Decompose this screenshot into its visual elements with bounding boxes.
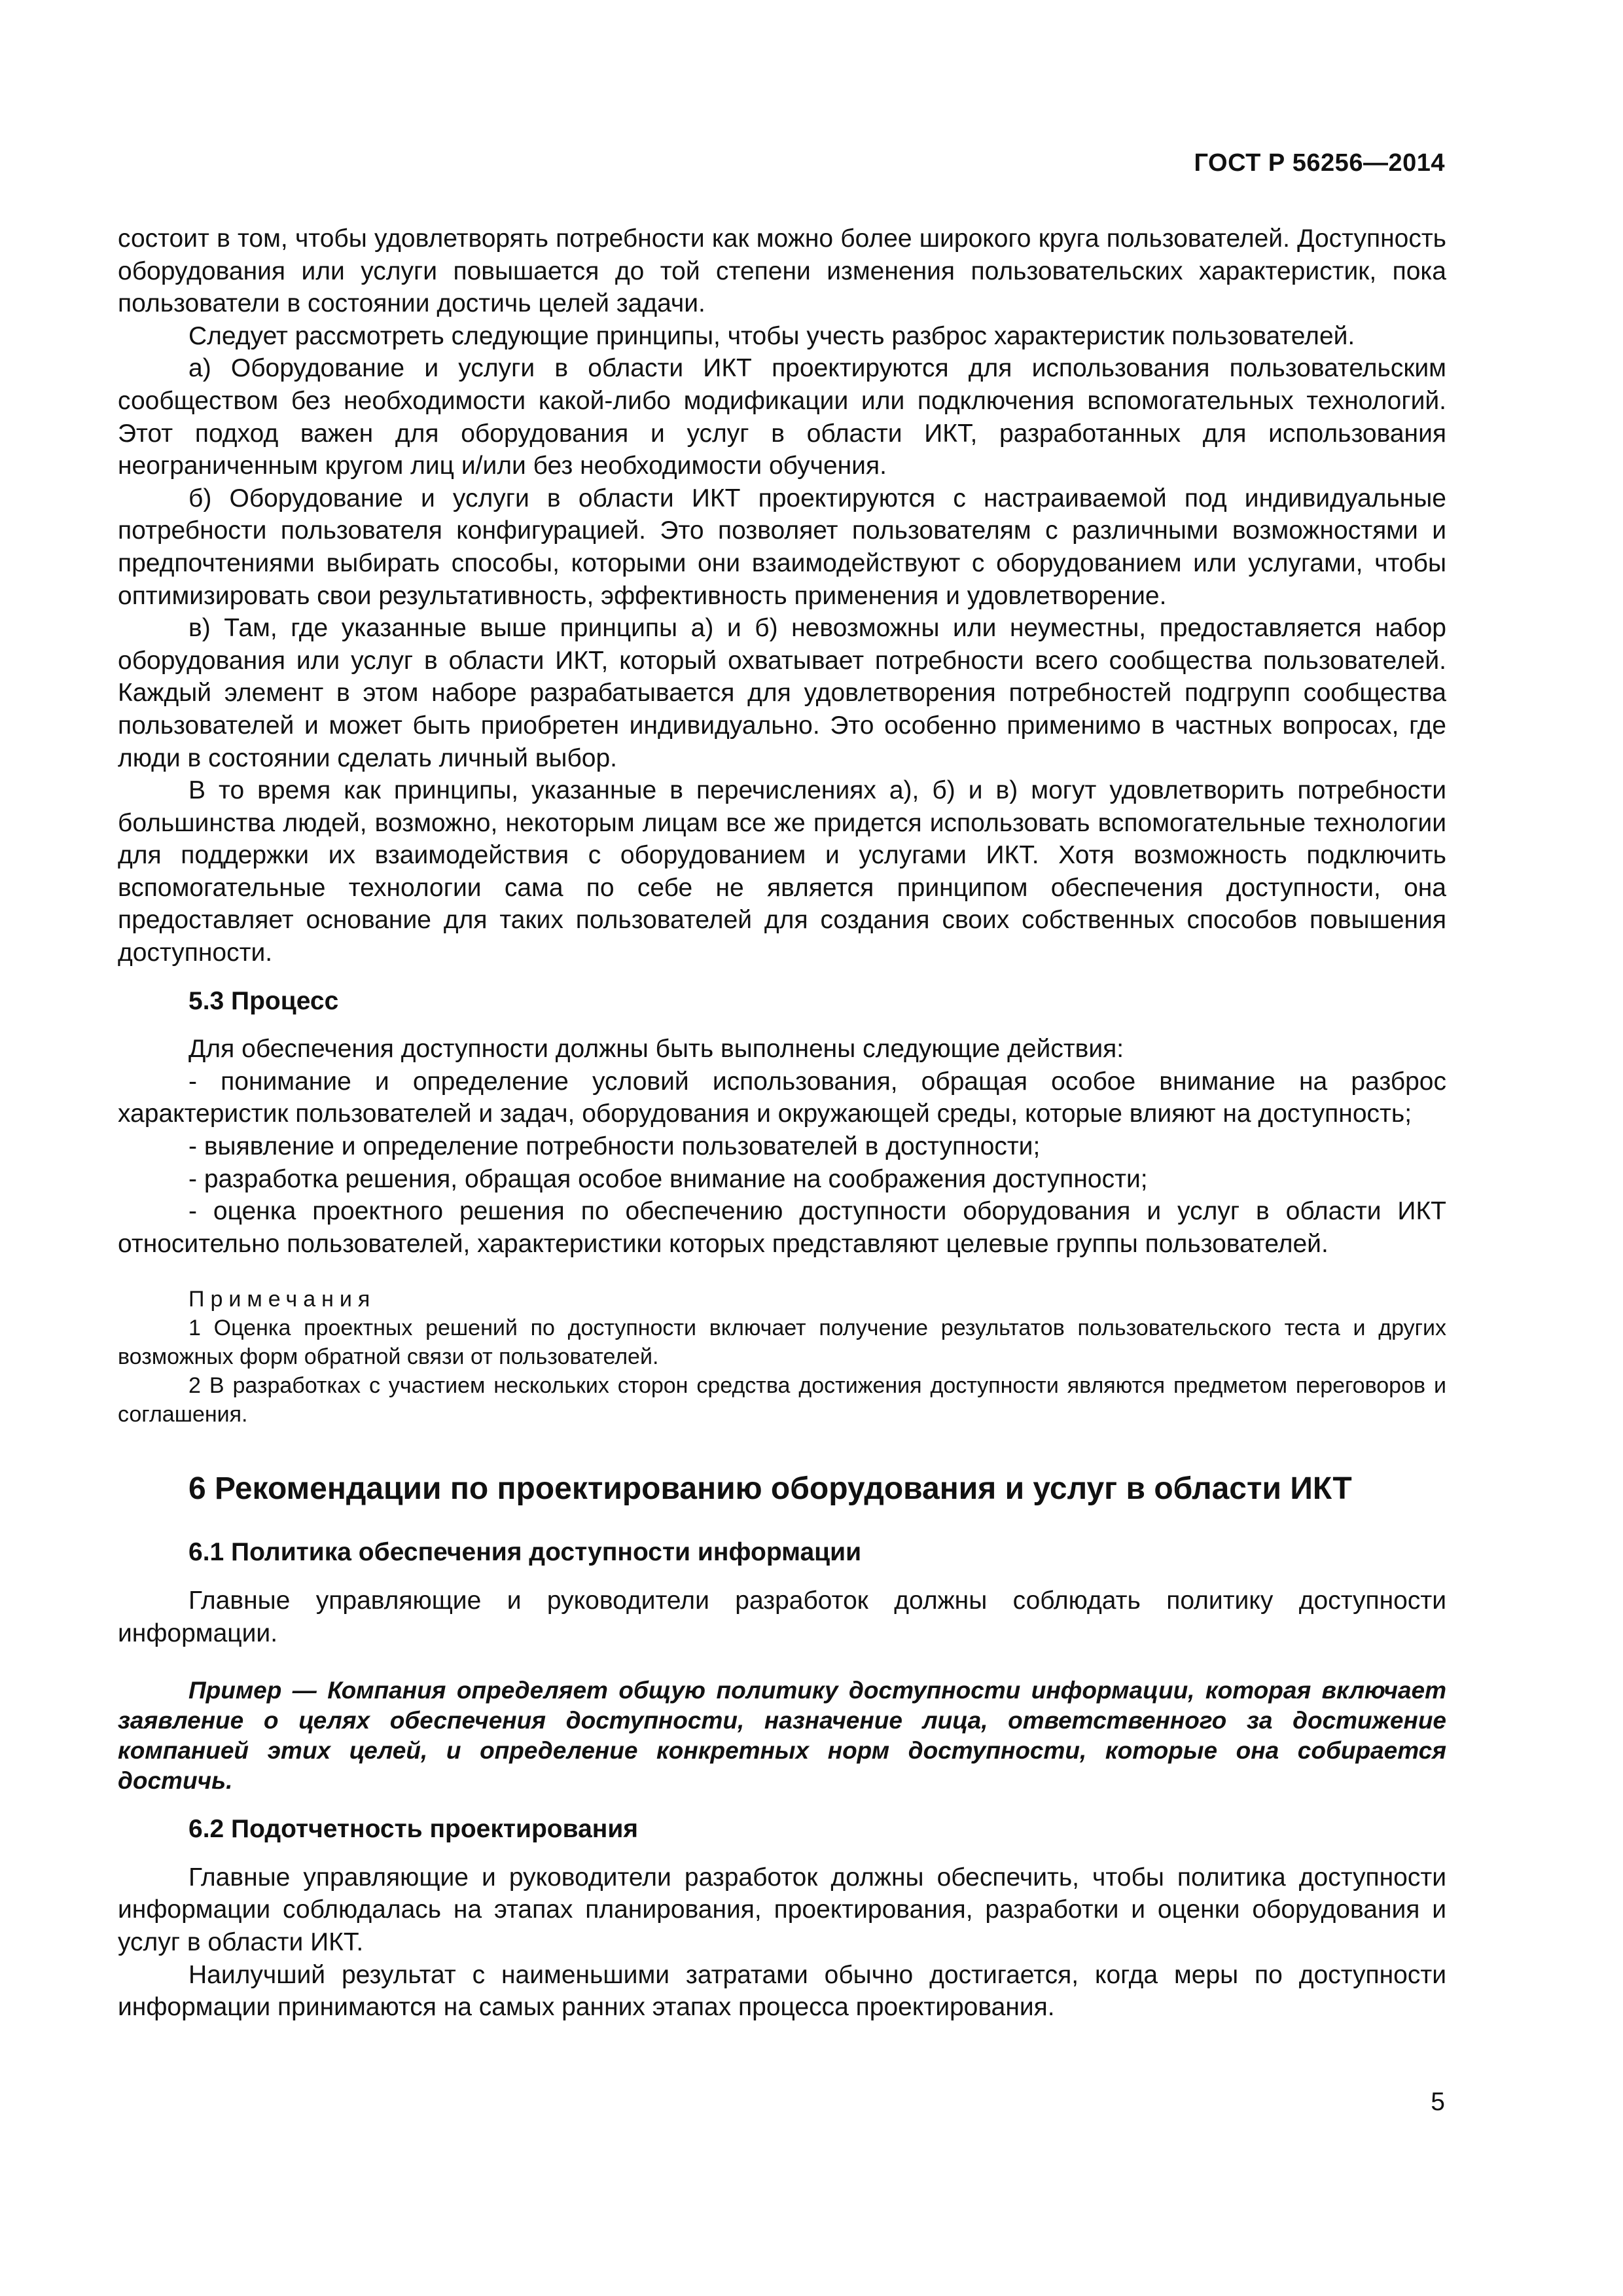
principle-a: а) Оборудование и услуги в области ИКТ проектируются для использования пользовательским сообществом без необходимости какой-либо модификации или подключения вспомогательных технологий. Этот подход важен для оборудования и услуг в области ИКТ, разработанных для использования неограниченным кругом лиц и/или без необходимости обучения. [118, 354, 1446, 480]
section-6-2-paragraph-2: Наилучший результат с наименьшими затратами обычно достигается, когда меры по доступности информации принимаются на самых ранних этапах процесса проектирования. [118, 1960, 1446, 2022]
section-6-2-title: 6.2 Подотчетность проектирования [188, 1815, 639, 1844]
notes-title: Примечания [188, 1287, 376, 1312]
paragraph-assistive-tech: В то время как принципы, указанные в перечислениях а), б) и в) могут удовлетворить потребности большинства людей, возможно, некоторым лицам все же придется использовать вспомогательные технологии для поддержки их взаимодействия с оборудованием и услугами ИКТ. Хотя возможность подключить вспомогательные технологии сама по себе не является принципом обеспечения доступности, она предоставляет основание для таких пользователей для создания своих собственных способов повышения доступности. [118, 776, 1446, 967]
list-item: - разработка решения, обращая особое внимание на соображения доступности; [188, 1164, 1148, 1193]
note-item: 2 В разработках с участием нескольких сторон средства достижения доступности являются предметом переговоров и соглашения. [118, 1373, 1446, 1427]
list-item: - оценка проектного решения по обеспечению доступности оборудования и услуг в области ИКТ относительно пользователей, характеристики которых представляют целевые группы пользователей. [118, 1197, 1446, 1258]
section-5-3-title: 5.3 Процесс [188, 986, 339, 1015]
paragraph-principles-lead: Следует рассмотреть следующие принципы, чтобы учесть разброс характеристик пользователей. [188, 321, 1355, 350]
principle-c: в) Там, где указанные выше принципы а) и б) невозможны или неуместны, предоставляется набор оборудования или услуг в области ИКТ, который охватывает потребности всего сообщества пользователей. Каждый элемент в этом наборе разрабатывается для удовлетворения потребностей подгрупп сообщества пользователей и может быть приобретен индивидуально. Это особенно применимо в частных вопросах, где люди в состоянии сделать личный выбор. [118, 614, 1446, 772]
paragraph-continuation: состоит в том, чтобы удовлетворять потребности как можно более широкого круга пользователей. Доступность оборудования или услуги повышается до той степени изменения пользовательских характеристик, пока пользователи в состоянии достичь целей задачи. [118, 224, 1446, 318]
section-6-2-paragraph-1: Главные управляющие и руководители разработок должны обеспечить, чтобы политика доступности информации соблюдалась на этапах планирования, проектирования, разработки и оценки оборудования и услуг в области ИКТ. [118, 1863, 1446, 1956]
list-item: - понимание и определение условий использования, обращая особое внимание на разброс характеристик пользователей и задач, оборудования и окружающей среды, которые влияют на доступность; [118, 1067, 1446, 1128]
page-content [118, 223, 1446, 2024]
standard-header: ГОСТ Р 56256—2014 [1194, 149, 1445, 177]
section-6-1-paragraph: Главные управляющие и руководители разработок должны соблюдать политику доступности информации. [118, 1587, 1446, 1647]
example-text: Пример — Компания определяет общую политику доступности информации, которая включает заявление о целях обеспечения доступности, назначение лица, ответственного за достижение компанией этих целей, и определение конкретных норм доступности, которые она собирается достичь. [118, 1677, 1446, 1795]
section-6-title: 6 Рекомендации по проектированию оборудования и услуг в области ИКТ [188, 1471, 1352, 1507]
principle-b: б) Оборудование и услуги в области ИКТ проектируются с настраиваемой под индивидуальные потребности пользователя конфигурацией. Это позволяет пользователям с различными возможностями и предпочтениями выбирать способы, которыми они взаимодействуют с оборудованием или услугами, чтобы оптимизировать свои результативность, эффективность применения и удовлетворение. [118, 484, 1446, 610]
list-item: - выявление и определение потребности пользователей в доступности; [188, 1132, 1041, 1161]
page-number: 5 [1431, 2088, 1445, 2116]
note-item: 1 Оценка проектных решений по доступности включает получение результатов пользовательского теста и других возможных форм обратной связи от пользователей. [118, 1316, 1446, 1370]
section-5-3-lead: Для обеспечения доступности должны быть выполнены следующие действия: [188, 1035, 1124, 1064]
section-6-1-title: 6.1 Политика обеспечения доступности информации [188, 1538, 862, 1567]
